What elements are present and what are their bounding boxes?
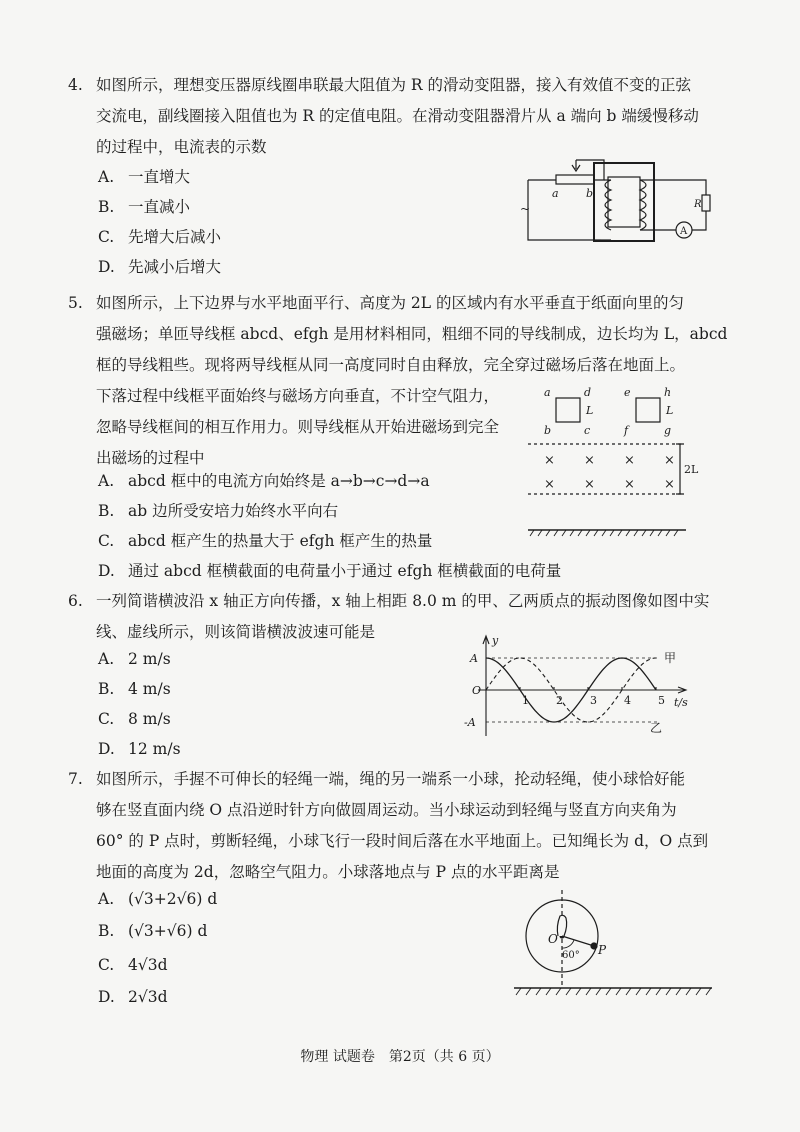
label-l: L xyxy=(586,404,594,417)
legend-jia: 甲 xyxy=(664,651,677,665)
option-label: B. xyxy=(98,502,115,520)
x-tick-label: 4 xyxy=(624,694,631,707)
frame-abcd xyxy=(556,398,580,422)
option-c[interactable] xyxy=(98,222,221,252)
option-text: 4 m/s xyxy=(128,680,171,698)
option-label: D. xyxy=(98,562,115,580)
label-2l: 2L xyxy=(684,463,699,476)
question-stem-line: 如图所示，上下边界与水平地面平行、高度为 2L 的区域内有水平垂直于纸面向里的匀 xyxy=(96,294,685,312)
option-c[interactable] xyxy=(98,704,171,734)
option-text: (√3+√6) d xyxy=(128,922,208,940)
question-stem-line: 的过程中，电流表的示数 xyxy=(96,138,267,156)
option-text: 先减小后增大 xyxy=(128,258,222,276)
option-label: A. xyxy=(98,472,115,490)
rheostat xyxy=(556,175,594,184)
frame-efgh xyxy=(636,398,660,422)
label-c: c xyxy=(584,424,591,437)
option-a[interactable] xyxy=(98,644,171,674)
option-label: B. xyxy=(98,922,115,940)
ground xyxy=(514,988,712,995)
question-stem-line: 一列简谐横波沿 x 轴正方向传播，x 轴上相距 8.0 m 的甲、乙两质点的振动图像如图中实 xyxy=(96,592,710,610)
option-b[interactable] xyxy=(98,192,190,222)
y-axis xyxy=(483,636,489,736)
question-stem-line: 下落过程中线框平面始终与磁场方向垂直，不计空气阻力， xyxy=(96,387,500,405)
question-stem-line: 框的导线粗些。现将两导线框从同一高度同时自由释放，完全穿过磁场后落在地面上。 xyxy=(96,356,686,374)
option-a[interactable] xyxy=(98,162,190,192)
circular-motion-figure xyxy=(512,888,716,1000)
field-cross: × xyxy=(544,453,555,468)
label-r: R xyxy=(694,199,702,210)
option-label: B. xyxy=(98,680,115,698)
field-cross: × xyxy=(664,477,675,492)
question-stem-line: 如图所示，手握不可伸长的轻绳一端，绳的另一端系一小球，抡动轻绳，使小球恰好能 xyxy=(96,770,686,788)
option-text: 4√3d xyxy=(128,956,168,974)
question-stem-line: 地面的高度为 2d，忽略空气阻力。小球落地点与 P 点的水平距离是 xyxy=(96,863,560,881)
question-stem-line: 够在竖直面内绕 O 点沿逆时针方向做圆周运动。当小球运动到轻绳与竖直方向夹角为 xyxy=(96,801,677,819)
x-axis-label: t/s xyxy=(674,696,688,709)
question-stem-line: 60° 的 P 点时，剪断轻绳，小球飞行一段时间后落在水平地面上。已知绳长为 d，O 点到 xyxy=(96,832,709,850)
label-g: g xyxy=(664,424,672,437)
option-b[interactable] xyxy=(98,916,207,946)
page-footer: 物理 试题卷 第2页（共 6 页） xyxy=(300,1049,500,1065)
option-c[interactable] xyxy=(98,526,432,556)
option-a[interactable] xyxy=(98,466,430,496)
x-tick-label: 1 xyxy=(522,694,529,707)
y-tick-neg-a: -A xyxy=(464,716,476,729)
label-b: b xyxy=(544,424,552,437)
option-a[interactable] xyxy=(98,884,217,914)
option-text: (√3+2√6) d xyxy=(128,890,218,908)
resistor-r xyxy=(702,195,710,211)
option-b[interactable] xyxy=(98,496,338,526)
field-cross: × xyxy=(544,477,555,492)
option-text: 8 m/s xyxy=(128,710,171,728)
field-cross: × xyxy=(664,453,675,468)
option-text: 一直增大 xyxy=(128,168,191,186)
hand xyxy=(557,915,566,936)
question-stem-line: 交流电，副线圈接入阻值也为 R 的定值电阻。在滑动变阻器滑片从 a 端向 b 端缓慢移动 xyxy=(96,107,699,125)
field-cross: × xyxy=(584,453,595,468)
ac-source-symbol: ~ xyxy=(520,202,531,216)
iron-core xyxy=(594,163,654,241)
label-a: a xyxy=(544,386,551,399)
origin-label: O xyxy=(472,684,482,697)
option-label: C. xyxy=(98,710,115,728)
ball-p xyxy=(591,943,597,949)
question-stem-line: 如图所示，理想变压器原线圈串联最大阻值为 R 的滑动变阻器，接入有效值不变的正弦 xyxy=(96,76,692,94)
option-text: abcd 框中的电流方向始终是 a→b→c→d→a xyxy=(128,472,430,490)
label-h: h xyxy=(664,386,672,399)
angle-arc xyxy=(562,940,574,948)
question-number: 5. xyxy=(68,294,83,312)
angle-label: 60° xyxy=(562,950,580,961)
label-p: P xyxy=(598,943,607,957)
option-label: B. xyxy=(98,198,115,216)
option-text: abcd 框产生的热量大于 efgh 框产生的热量 xyxy=(128,532,433,550)
ground xyxy=(528,530,686,536)
option-text: 一直减小 xyxy=(128,198,191,216)
question-stem-line: 忽略导线框间的相互作用力。则导线框从开始进磁场到完全 xyxy=(96,418,500,436)
option-d[interactable] xyxy=(98,252,221,282)
rope xyxy=(562,936,594,946)
option-text: 通过 abcd 框横截面的电荷量小于通过 efgh 框横截面的电荷量 xyxy=(128,562,562,580)
option-text: ab 边所受安培力始终水平向右 xyxy=(128,502,339,520)
option-label: A. xyxy=(98,168,115,186)
vibration-graph xyxy=(464,632,704,742)
label-e: e xyxy=(624,386,631,399)
option-label: C. xyxy=(98,532,115,550)
legend-yi: 乙 xyxy=(650,721,663,735)
question-stem-line: 出磁场的过程中 xyxy=(96,449,205,467)
option-label: C. xyxy=(98,228,115,246)
label-o: O xyxy=(548,932,558,946)
option-d[interactable] xyxy=(98,734,181,764)
label-f: f xyxy=(624,424,629,437)
label-b: b xyxy=(586,187,594,200)
question-stem-line: 线、虚线所示，则该简谐横波波速可能是 xyxy=(96,623,376,641)
x-tick-label: 3 xyxy=(590,694,597,707)
option-label: A. xyxy=(98,890,115,908)
label-a: a xyxy=(552,187,559,200)
field-cross: × xyxy=(584,477,595,492)
label-d: d xyxy=(584,386,592,399)
x-tick-label: 2 xyxy=(556,694,563,707)
option-label: C. xyxy=(98,956,115,974)
option-text: 先增大后减小 xyxy=(128,228,222,246)
option-label: A. xyxy=(98,650,115,668)
label-l: L xyxy=(666,404,674,417)
option-b[interactable] xyxy=(98,674,171,704)
question-number: 6. xyxy=(68,592,83,610)
option-text: 12 m/s xyxy=(128,740,181,758)
y-tick-a: A xyxy=(470,652,478,665)
question-number: 4. xyxy=(68,76,83,94)
option-label: D. xyxy=(98,988,115,1006)
transformer-circuit-figure xyxy=(516,155,721,245)
y-axis-label: y xyxy=(492,634,499,647)
field-cross: × xyxy=(624,453,635,468)
ammeter-label: A xyxy=(680,226,688,237)
option-label: D. xyxy=(98,258,115,276)
option-c[interactable] xyxy=(98,950,168,980)
magnetic-field-figure xyxy=(526,380,716,540)
field-cross: × xyxy=(624,477,635,492)
question-stem-line: 强磁场；单匝导线框 abcd、efgh 是用材料相同，粗细不同的导线制成，边长均为 L，abcd xyxy=(96,325,728,343)
option-d[interactable] xyxy=(98,556,561,586)
x-tick-label: 5 xyxy=(658,694,665,707)
question-number: 7. xyxy=(68,770,83,788)
option-label: D. xyxy=(98,740,115,758)
option-text: 2 m/s xyxy=(128,650,171,668)
option-text: 2√3d xyxy=(128,988,168,1006)
option-d[interactable] xyxy=(98,982,168,1012)
